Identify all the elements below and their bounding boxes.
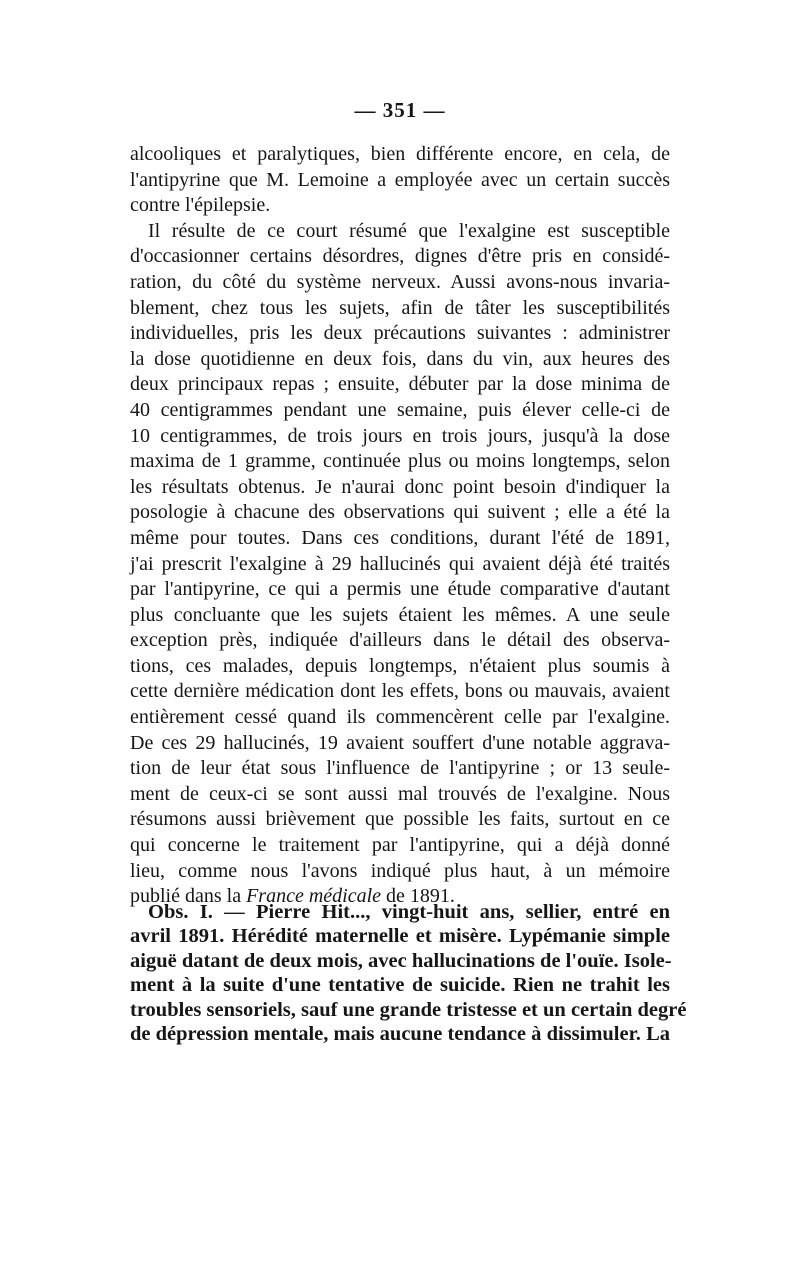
text-span: publié dans la [130,885,247,908]
observation-line: avril 1891. Hérédité maternelle et misère. Lypémanie simple [130,925,670,948]
journal-title: France médicale [246,885,382,908]
text-line: même pour toutes. Dans ces conditions, durant l'été de 1891, [130,526,670,549]
text-line: ment de ceux-ci se sont aussi mal trouvés de l'exalgine. Nous [130,782,670,805]
text-line: la dose quotidienne en deux fois, dans du vin, aux heures des [130,347,670,370]
text-line: l'antipyrine que M. Lemoine a employée avec un certain succès [130,168,670,191]
text-line: maxima de 1 gramme, continuée plus ou moins longtemps, selon [130,450,670,473]
text-line: 40 centigrammes pendant une semaine, puis élever celle-ci de [130,398,670,421]
observation-line: ment à la suite d'une tentative de suicide. Rien ne trahit les [130,974,670,997]
text-line: j'ai prescrit l'exalgine à 29 hallucinés qui avaient déjà été traités [130,552,670,575]
observation-line: aiguë datant de deux mois, avec hallucinations de l'ouïe. Isole- [130,949,672,972]
text-line: qui concerne le traitement par l'antipyrine, qui a déjà donné [130,834,670,857]
observation-line: de dépression mentale, mais aucune tendance à dissimuler. La [130,1022,670,1045]
text-line: Il résulte de ce court résumé que l'exalgine est susceptible [148,219,670,242]
text-span: de 1891. [381,885,455,908]
text-line: entièrement cessé quand ils commencèrent celle par l'exalgine. [130,706,670,729]
text-line: cette dernière médication dont les effets, bons ou mauvais, avaient [130,680,670,703]
text-line: contre l'épilepsie. [130,194,271,217]
text-line: deux principaux repas ; ensuite, débuter par la dose minima de [130,373,670,396]
text-line: 10 centigrammes, de trois jours en trois jours, jusqu'à la dose [130,424,670,447]
text-line: lieu, comme nous l'avons indiqué plus haut, à un mémoire [130,859,670,882]
text-line: d'occasionner certains désordres, dignes d'être pris en considé- [130,245,670,268]
text-line: tion de leur état sous l'influence de l'antipyrine ; or 13 seule- [130,757,670,780]
text-line: par l'antipyrine, ce qui a permis une étude comparative d'autant [130,578,670,601]
observation-block [130,900,687,1046]
text-line: posologie à chacune des observations qui suivent ; elle a été la [130,501,670,524]
page-number: — 351 — [354,98,446,122]
text-line: alcooliques et paralytiques, bien différente encore, en cela, de [130,143,670,165]
text-line: résumons aussi brièvement que possible les faits, surtout en ce [130,808,670,831]
text-line: les résultats obtenus. Je n'aurai donc point besoin d'indiquer la [130,475,670,498]
text-line: plus concluante que les sujets étaient les mêmes. A une seule [130,603,670,626]
text-line: De ces 29 hallucinés, 19 avaient souffert d'une notable aggrava- [130,731,670,754]
observation-line: troubles sensoriels, sauf une grande tristesse et un certain degré [130,998,687,1021]
text-line: ration, du côté du système nerveux. Aussi avons-nous invaria- [130,270,670,293]
text-line: tions, ces malades, depuis longtemps, n'étaient plus soumis à [130,654,670,677]
observation-line: Obs. I. — Pierre Hit..., vingt-huit ans, sellier, entré en [148,901,670,923]
text-line: exception près, indiquée d'ailleurs dans le détail des observa- [130,629,670,652]
text-line: blement, chez tous les sujets, afin de tâter les susceptibilités [130,296,670,319]
main-text [130,142,670,910]
text-line: individuelles, pris les deux précautions suivantes : administrer [130,322,670,345]
